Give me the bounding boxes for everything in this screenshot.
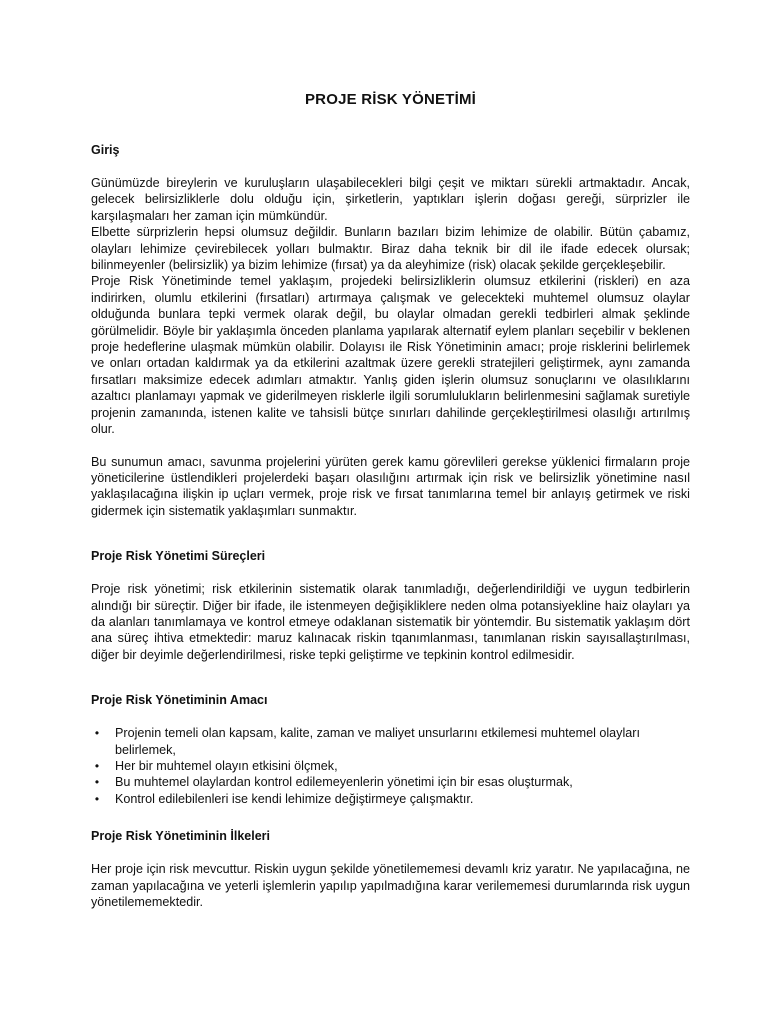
list-item: • Bu muhtemel olaylardan kontrol edilemeyenlerin yönetimi için bir esas oluşturmak, bbox=[91, 774, 690, 790]
giris-paragraph-3: Proje Risk Yönetiminde temel yaklaşım, projedeki belirsizliklerin olumsuz etkilerini (riskleri) en aza indirirken, olumlu etkilerini (fırsatları) artırmaya çalışmak ve gelecekteki muhtemel olumsuz olaylar olduğunda bunlara tepki vermek olarak değil, bu olaylar olmadan gerekli tedbirleri almak şeklinde görülmelidir. Böyle bir yaklaşımla önceden planlama yapılarak alternatif eylem planları seçebilir v beklenen proje hedeflerine ulaşmak mümkün olabilir. Dolayısı ile Risk Yönetiminin amacı; proje risklerini belirlemek ve onları ortadan kaldırmak ya da etkilerini azaltmak üzere gerekli stratejileri geliştirmek, aynı zamanda fırsatları maksimize edecek adımları atmaktır. Yanlış giden işlerin olumsuz sonuçlarını ve olasılıklarını azaltıcı planlamayı yapmak ve giderilmeyen risklerle ilgili sorumlulukların belirlenmesini sağlamak suretiyle projenin zamanında, istenen kalite ve tahsisli bütçe sınırları dahilinde gerçekleştirilmesi olasılığı artırılmış olur. bbox=[91, 274, 690, 437]
surecler-paragraph: Proje risk yönetimi; risk etkilerinin sistematik olarak tanımladığı, değerlendirildiği ve uygun tedbirlerin alındığı bir süreçtir. Diğer bir ifade, ile istenmeyen değişikliklere neden olma potansiyekline haiz olayları ya da alanları tanımlamaya ve kontrol etmeye odaklanan sistematik bir yöntemdir. Bu sistematik yaklaşım dört ana süreç ihtiva etmektedir: maruz kalınacak riskin tqanımlanması, tanımlanan riskin sayısallaştırılması, diğer bir deyimle değerlendirilmesi, riske tepki geliştirme ve tepkinin kontrol edilmesidir. bbox=[91, 582, 690, 662]
list-item: • Her bir muhtemel olayın etkisini ölçmek, bbox=[91, 758, 690, 774]
section-heading-surecler: Proje Risk Yönetimi Süreçleri bbox=[91, 549, 266, 564]
giris-paragraph-2: Elbette sürprizlerin hepsi olumsuz değildir. Bunların bazıları bizim lehimize de olabilir. Bütün çabamız, olayları lehimize çevirebilecek yolları bulmaktır. Biraz daha teknik bir dil ile ifade edecek olursak; bilinmeyenler (belirsizlik) ya bizim lehimize (fırsat) ya da aleyhimize (risk) olacak şekilde gerçekleşebilir. bbox=[91, 225, 690, 273]
list-item: • Kontrol edilebilenleri ise kendi lehimize değiştirmeye çalışmaktır. bbox=[91, 791, 690, 807]
giris-paragraph-1: Günümüzde bireylerin ve kuruluşların ulaşabilecekleri bilgi çeşit ve miktarı sürekli artmaktadır. Ancak, gelecek belirsizliklerle dolu olduğu için, şirketlerin, yaptıkları işlerin doğası gereği, sürprizler ile karşılaşmaları her zaman için mümkündür. bbox=[91, 176, 690, 223]
ilkeler-paragraph: Her proje için risk mevcuttur. Riskin uygun şekilde yönetilememesi devamlı kriz yaratır. Ne yapılacağına, ne zaman yapılacağına ve yeterli işlemlerin yapılıp yapılmadığına karar verilememesi durumlarında risk uygun yönetilememektedir. bbox=[91, 862, 690, 909]
amac-bullet-list bbox=[91, 725, 690, 807]
giris-paragraph-4: Bu sunumun amacı, savunma projelerini yürüten gerek kamu görevlileri gerekse yüklenici firmaların proje yöneticilerine üstlendikleri projelerdeki başarı olasılığını artırmak için risk ve belirsizlik yönetimine nasıl yaklaşılacağına ilişkin ip uçları vermek, proje risk ve fırsat tanımlarına temel bir anlayış getirmek ve riski gidermek için sistematik yaklaşımları sunmaktır. bbox=[91, 454, 690, 518]
bullet-icon: • bbox=[94, 758, 100, 773]
document-title: PROJE RİSK YÖNETİMİ bbox=[304, 91, 477, 108]
section-heading-ilkeler: Proje Risk Yönetiminin İlkeleri bbox=[91, 829, 270, 844]
section-heading-giris: Giriş bbox=[91, 143, 120, 157]
bullet-icon: • bbox=[94, 791, 100, 806]
list-item: • Projenin temeli olan kapsam, kalite, zaman ve maliyet unsurlarını etkilemesi muhtemel olayları belirlemek, bbox=[91, 725, 690, 758]
bullet-icon: • bbox=[94, 775, 100, 790]
section-heading-amac: Proje Risk Yönetiminin Amacı bbox=[91, 693, 268, 708]
bullet-icon: • bbox=[94, 726, 100, 741]
